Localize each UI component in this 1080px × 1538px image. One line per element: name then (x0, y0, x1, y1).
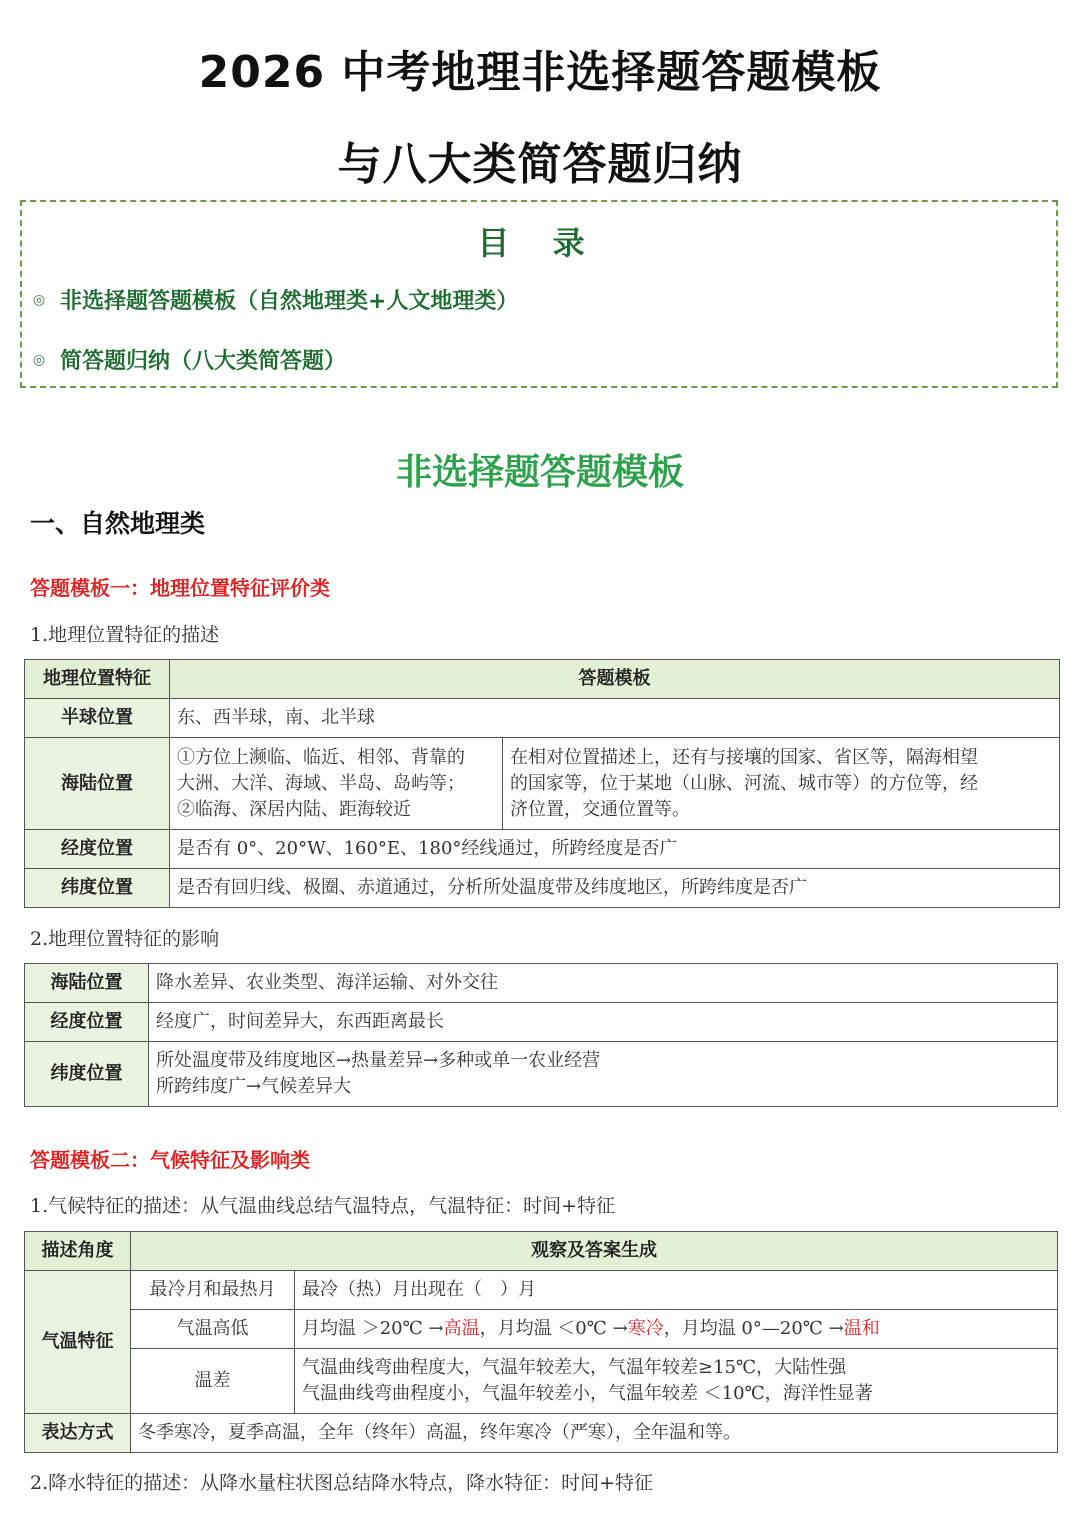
cell-range (295, 1349, 1058, 1414)
text-line: 在相对位置描述上，还有与接壤的国家、省区等，隔海相望 (510, 746, 978, 768)
highlight-text: 温和 (843, 1318, 880, 1339)
table-header-cell: 观察及答案生成 (131, 1232, 1058, 1271)
table-header-cell: 答题模板 (170, 660, 1060, 699)
row-label-latitude: 纬度位置 (25, 869, 170, 908)
circle-bullet-icon: ◎ (32, 291, 46, 308)
row-label-longitude: 经度位置 (25, 1003, 149, 1042)
row-label-land-sea: 海陆位置 (25, 738, 170, 830)
text-line: 气温曲线弯曲程度大，气温年较差大，气温年较差≥15℃，大陆性强 (302, 1357, 847, 1378)
cell-latitude: 是否有回归线、极圈、赤道通过，分析所处温度带及纬度地区，所跨纬度是否广 (170, 869, 1060, 908)
cell-land-sea: 降水差异、农业类型、海洋运输、对外交往 (149, 964, 1058, 1003)
sub-label-level: 气温高低 (131, 1310, 295, 1349)
table-header-cell: 地理位置特征 (25, 660, 170, 699)
cell-coldest: 最冷（热）月出现在（ ）月 (295, 1271, 1058, 1310)
sub-label-range: 温差 (131, 1349, 295, 1414)
text-span: ，月均温 0°—20℃ → (663, 1318, 844, 1339)
text-line: 的国家等，位于某地（山脉、河流、城市等）的方位等，经 (510, 772, 978, 794)
template1-sub1: 1.地理位置特征的描述 (30, 624, 220, 646)
row-label-expression: 表达方式 (25, 1414, 131, 1453)
cell-hemisphere: 东、西半球，南、北半球 (170, 699, 1060, 738)
toc-heading: 目 录 (477, 224, 601, 262)
row-label-temperature: 气温特征 (25, 1271, 131, 1414)
text-span: 月均温 ＞20℃ → (302, 1318, 444, 1339)
toc-item-2[interactable] (32, 344, 346, 375)
toc-item-label: 非选择题答题模板（自然地理类+人文地理类） (60, 289, 519, 314)
toc-item-1[interactable] (32, 284, 518, 315)
cell-longitude: 经度广，时间差异大，东西距离最长 (149, 1003, 1058, 1042)
row-label-hemisphere: 半球位置 (25, 699, 170, 738)
sub-label-coldest: 最冷月和最热月 (131, 1271, 295, 1310)
cell-land-sea-left (170, 738, 503, 830)
cell-level (295, 1310, 1058, 1349)
cell-expression: 冬季寒冷，夏季高温，全年（终年）高温，终年寒冷（严寒），全年温和等。 (131, 1414, 1058, 1453)
text-line: 所跨纬度广→气候差异大 (156, 1076, 352, 1097)
climate-table (24, 1231, 1058, 1453)
template2-sub2: 2.降水特征的描述：从降水量柱状图总结降水特点，降水特征：时间+特征 (30, 1472, 654, 1494)
text-line: 所处温度带及纬度地区→热量差异→多种或单一农业经营 (156, 1050, 601, 1071)
text-line: ①方位上濒临、临近、相邻、背靠的 (177, 746, 465, 768)
template1-heading: 答题模板一：地理位置特征评价类 (30, 576, 330, 600)
text-line: ②临海、深居内陆、距海较近 (177, 798, 411, 820)
template1-sub2: 2.地理位置特征的影响 (30, 928, 220, 950)
section-title: 非选择题答题模板 (395, 452, 684, 493)
page-title-line1: 2026 中考地理非选择题答题模板 (198, 47, 882, 98)
table-header-cell: 描述角度 (25, 1232, 131, 1271)
template2-heading: 答题模板二：气候特征及影响类 (30, 1148, 310, 1172)
position-influence-table (24, 963, 1058, 1107)
page-title-line2: 与八大类简答题归纳 (337, 139, 743, 190)
toc-item-label: 简答题归纳（八大类简答题） (60, 349, 347, 374)
text-span: ，月均温 ＜0℃ → (479, 1318, 628, 1339)
toc-box (20, 200, 1058, 388)
cell-land-sea-right (503, 738, 1060, 830)
text-line: 气温曲线弯曲程度小，气温年较差小，气温年较差 ＜10℃，海洋性显著 (302, 1383, 873, 1404)
template2-sub1: 1.气候特征的描述：从气温曲线总结气温特点，气温特征：时间+特征 (30, 1195, 616, 1217)
cell-longitude: 是否有 0°、20°W、160°E、180°经线通过，所跨经度是否广 (170, 830, 1060, 869)
circle-bullet-icon: ◎ (32, 351, 46, 368)
position-description-table (24, 659, 1060, 908)
row-label-longitude: 经度位置 (25, 830, 170, 869)
cell-latitude (149, 1042, 1058, 1107)
row-label-land-sea: 海陆位置 (25, 964, 149, 1003)
highlight-text: 高温 (443, 1318, 480, 1339)
highlight-text: 寒冷 (627, 1318, 664, 1339)
text-line: 大洲、大洋、海域、半岛、岛屿等； (177, 772, 465, 794)
row-label-latitude: 纬度位置 (25, 1042, 149, 1107)
text-line: 济位置，交通位置等。 (510, 798, 690, 820)
part1-heading: 一、自然地理类 (30, 509, 206, 538)
